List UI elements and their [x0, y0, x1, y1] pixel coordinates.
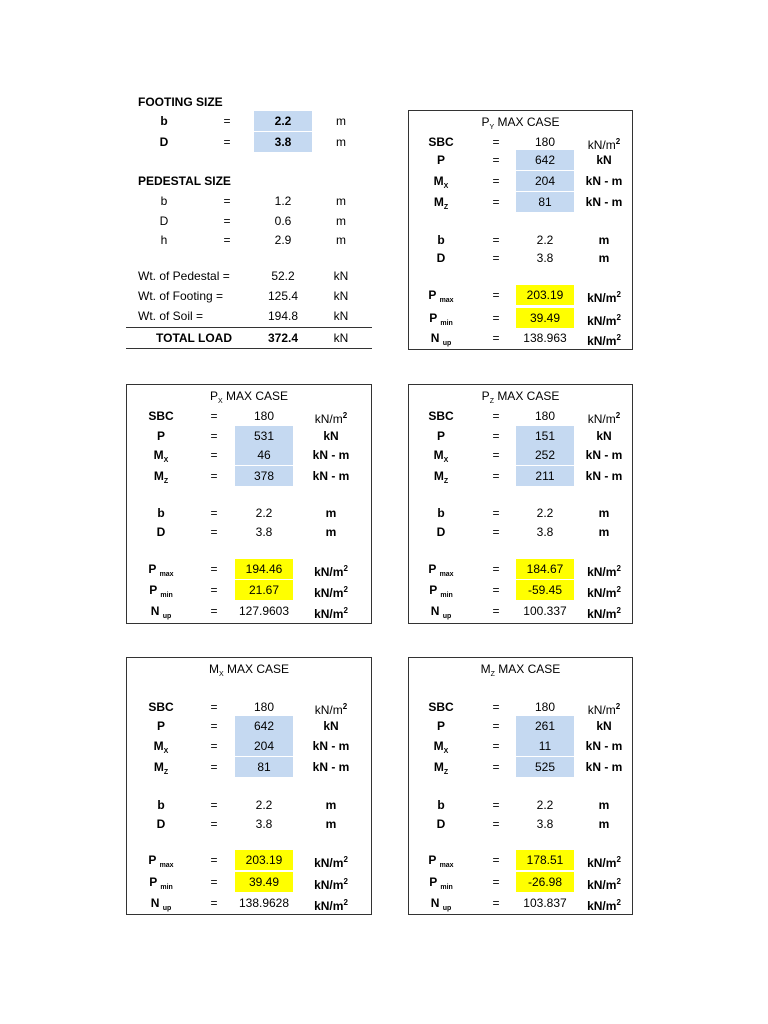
moment-z-label: $M_Z$: [433, 760, 449, 776]
footing-row-b: [126, 111, 372, 131]
weight-pedestal-unit: kN: [333, 269, 349, 283]
depth-label: D: [436, 525, 446, 539]
depth-row: [409, 814, 632, 834]
moment-x-row: [127, 736, 371, 756]
width-row: [127, 795, 371, 815]
load-value: 151: [516, 426, 574, 446]
weight-pedestal-label: Wt. of Pedestal =: [138, 269, 230, 283]
footing-b-unit: m: [336, 114, 346, 128]
sbc-label: SBC: [148, 409, 174, 423]
pmax-row: [409, 559, 632, 579]
equals-sign: =: [492, 604, 500, 618]
pmin-label: P $_{min}$: [149, 875, 173, 891]
width-row: [409, 795, 632, 815]
load-row: [409, 426, 632, 446]
pedestal-h-label: h: [160, 233, 168, 247]
equals-sign: =: [492, 719, 500, 733]
pmin-row: [127, 872, 371, 892]
weight-row-soil: [126, 306, 372, 326]
width-value: 2.2: [536, 233, 554, 247]
pmin-value: -59.45: [516, 580, 574, 600]
depth-row: [409, 248, 632, 268]
weight-soil-label: Wt. of Soil =: [138, 309, 204, 323]
sbc-row: [127, 406, 371, 426]
moment-z-value: 525: [516, 757, 574, 777]
nup-label: N $_{up}$: [430, 604, 452, 620]
equals-sign: =: [210, 562, 218, 576]
load-unit: kN: [323, 429, 339, 443]
equals-sign: =: [210, 604, 218, 618]
pmax-row: [127, 559, 371, 579]
footing-d-value: 3.8: [254, 132, 312, 152]
nup-row: [127, 601, 371, 621]
equals-sign: =: [492, 562, 500, 576]
pmin-label: P $_{min}$: [429, 875, 453, 891]
weight-soil-value: 194.8: [267, 309, 299, 323]
depth-value: 3.8: [255, 817, 273, 831]
width-row: [409, 503, 632, 523]
case-title-subscript: X: [217, 398, 223, 405]
pmax-value: 203.19: [235, 850, 293, 870]
case-box-mz: [408, 657, 633, 915]
moment-z-value: 81: [235, 757, 293, 777]
pedestal-d-eq: =: [223, 214, 231, 228]
equals-sign: =: [492, 153, 500, 167]
equals-sign: =: [492, 331, 500, 345]
width-unit: m: [325, 506, 337, 520]
moment-x-unit: kN - m: [585, 448, 623, 462]
sbc-label: SBC: [428, 409, 454, 423]
nup-row: [409, 601, 632, 621]
footing-row-d: [126, 132, 372, 152]
pmin-unit: $kN/m^2$: [587, 585, 621, 600]
equals-sign: =: [210, 429, 218, 443]
width-label: b: [157, 506, 165, 520]
moment-z-value: 378: [235, 466, 293, 486]
moment-z-row: [409, 466, 632, 486]
case-box-py: [408, 110, 633, 350]
case-title-suffix: MAX CASE: [226, 389, 289, 403]
moment-z-value: 211: [516, 466, 574, 486]
nup-unit: $kN/m^2$: [314, 898, 348, 913]
footing-d-unit: m: [336, 135, 346, 149]
width-unit: m: [598, 233, 610, 247]
weight-row-pedestal: [126, 266, 372, 286]
case-title-subscript: Z: [490, 671, 495, 678]
moment-x-label: $M_X$: [153, 448, 169, 464]
load-label: P: [436, 429, 445, 443]
nup-value: 103.837: [523, 896, 567, 910]
sbc-row: [127, 697, 371, 717]
total-load-row: [126, 328, 372, 348]
case-box-mx: [126, 657, 372, 915]
moment-z-label: $M_Z$: [153, 469, 169, 485]
moment-z-label: $M_Z$: [433, 195, 449, 211]
width-label: b: [157, 798, 165, 812]
load-unit: kN: [596, 153, 612, 167]
moment-x-unit: kN - m: [585, 739, 623, 753]
nup-row: [409, 328, 632, 348]
load-label: P: [156, 429, 165, 443]
depth-value: 3.8: [536, 251, 554, 265]
width-value: 2.2: [536, 798, 554, 812]
moment-x-value: 11: [516, 736, 574, 756]
equals-sign: =: [492, 875, 500, 889]
moment-z-row: [409, 757, 632, 777]
nup-label: N $_{up}$: [430, 331, 452, 347]
total-load-value: 372.4: [267, 331, 299, 345]
total-load-label: TOTAL LOAD: [156, 331, 232, 345]
equals-sign: =: [492, 448, 500, 462]
equals-sign: =: [210, 700, 218, 714]
equals-sign: =: [210, 525, 218, 539]
equals-sign: =: [492, 311, 500, 325]
equals-sign: =: [210, 896, 218, 910]
nup-label: N $_{up}$: [150, 896, 172, 912]
sbc-label: SBC: [428, 700, 454, 714]
width-value: 2.2: [255, 798, 273, 812]
pmin-value: 39.49: [516, 308, 574, 328]
nup-value: 138.963: [523, 331, 567, 345]
pedestal-b-eq: =: [223, 194, 231, 208]
pmin-unit: $kN/m^2$: [314, 585, 348, 600]
pedestal-row-h: [126, 230, 372, 250]
equals-sign: =: [210, 739, 218, 753]
nup-value: 100.337: [523, 604, 567, 618]
footing-b-eq: =: [223, 114, 231, 128]
equals-sign: =: [492, 700, 500, 714]
equals-sign: =: [492, 135, 500, 149]
sbc-label: SBC: [148, 700, 174, 714]
moment-z-unit: kN - m: [585, 469, 623, 483]
pedestal-h-unit: m: [336, 233, 346, 247]
pmin-unit: $kN/m^2$: [314, 877, 348, 892]
pmax-row: [409, 285, 632, 305]
moment-z-row: [127, 466, 371, 486]
sbc-value: 180: [534, 409, 556, 423]
load-value: 261: [516, 716, 574, 736]
weight-soil-unit: kN: [333, 309, 349, 323]
weight-footing-label: Wt. of Footing =: [138, 289, 224, 303]
load-label: P: [436, 153, 445, 167]
moment-x-unit: kN - m: [585, 174, 623, 188]
width-unit: m: [325, 798, 337, 812]
pmax-value: 178.51: [516, 850, 574, 870]
moment-x-value: 204: [516, 171, 574, 191]
case-title-letter: P: [481, 115, 490, 129]
moment-x-row: [127, 445, 371, 465]
nup-label: N $_{up}$: [430, 896, 452, 912]
equals-sign: =: [492, 896, 500, 910]
pedestal-d-unit: m: [336, 214, 346, 228]
moment-x-unit: kN - m: [312, 739, 350, 753]
depth-unit: m: [598, 251, 610, 265]
equals-sign: =: [492, 798, 500, 812]
moment-z-label: $M_Z$: [153, 760, 169, 776]
pmax-unit: $kN/m^2$: [314, 855, 348, 870]
width-row: [127, 503, 371, 523]
pmin-value: 21.67: [235, 580, 293, 600]
total-load-unit: kN: [333, 331, 349, 345]
width-label: b: [437, 506, 445, 520]
nup-unit: $kN/m^2$: [314, 606, 348, 621]
nup-row: [409, 893, 632, 913]
pmax-value: 194.46: [235, 559, 293, 579]
width-label: b: [437, 233, 445, 247]
equals-sign: =: [492, 760, 500, 774]
equals-sign: =: [492, 288, 500, 302]
pmax-row: [127, 850, 371, 870]
nup-unit: $kN/m^2$: [587, 333, 621, 348]
load-row: [127, 716, 371, 736]
equals-sign: =: [492, 409, 500, 423]
depth-label: D: [436, 251, 446, 265]
equals-sign: =: [210, 583, 218, 597]
sbc-row: [409, 697, 632, 717]
width-row: [409, 230, 632, 250]
load-label: P: [436, 719, 445, 733]
depth-value: 3.8: [536, 817, 554, 831]
case-title-letter: M: [480, 662, 491, 676]
depth-unit: m: [598, 525, 610, 539]
case-title-suffix: MAX CASE: [227, 662, 290, 676]
moment-x-label: $M_X$: [153, 739, 169, 755]
equals-sign: =: [492, 429, 500, 443]
pmax-unit: $kN/m^2$: [314, 564, 348, 579]
moment-z-row: [127, 757, 371, 777]
equals-sign: =: [210, 817, 218, 831]
case-title-letter: M: [208, 662, 219, 676]
pmin-label: P $_{min}$: [429, 311, 453, 327]
nup-unit: $kN/m^2$: [587, 898, 621, 913]
depth-row: [409, 522, 632, 542]
equals-sign: =: [492, 195, 500, 209]
load-row: [409, 716, 632, 736]
moment-z-unit: kN - m: [585, 195, 623, 209]
pedestal-h-value: 2.9: [274, 233, 292, 247]
pmin-value: -26.98: [516, 872, 574, 892]
equals-sign: =: [492, 817, 500, 831]
width-unit: m: [598, 506, 610, 520]
nup-value: 138.9628: [238, 896, 290, 910]
case-title-subscript: Z: [489, 398, 494, 405]
depth-value: 3.8: [536, 525, 554, 539]
pmax-label: P $_{max}$: [148, 562, 174, 578]
moment-x-unit: kN - m: [312, 448, 350, 462]
sbc-value: 180: [534, 135, 556, 149]
pmin-value: 39.49: [235, 872, 293, 892]
pmax-unit: $kN/m^2$: [587, 855, 621, 870]
case-title: [127, 661, 371, 683]
pedestal-b-unit: m: [336, 194, 346, 208]
moment-z-unit: kN - m: [312, 760, 350, 774]
equals-sign: =: [492, 251, 500, 265]
moment-x-row: [409, 171, 632, 191]
nup-unit: $kN/m^2$: [587, 606, 621, 621]
nup-label: N $_{up}$: [150, 604, 172, 620]
case-title-letter: P: [209, 389, 218, 403]
pmax-unit: $kN/m^2$: [587, 290, 621, 305]
depth-value: 3.8: [255, 525, 273, 539]
load-row: [127, 426, 371, 446]
equals-sign: =: [492, 739, 500, 753]
equals-sign: =: [492, 506, 500, 520]
weight-footing-unit: kN: [333, 289, 349, 303]
pedestal-row-d: [126, 211, 372, 231]
load-row: [409, 150, 632, 170]
nup-value: 127.9603: [238, 604, 290, 618]
sbc-row: [409, 132, 632, 152]
depth-unit: m: [325, 817, 337, 831]
pmax-label: P $_{max}$: [428, 853, 454, 869]
weight-row-footing: [126, 286, 372, 306]
equals-sign: =: [210, 409, 218, 423]
sbc-unit: $kN/m^2$: [314, 702, 348, 717]
equals-sign: =: [492, 469, 500, 483]
load-unit: kN: [596, 429, 612, 443]
width-unit: m: [598, 798, 610, 812]
moment-x-label: $M_X$: [433, 448, 449, 464]
pmin-unit: $kN/m^2$: [587, 313, 621, 328]
total-divider-bottom: [126, 348, 372, 349]
pedestal-row-b: [126, 191, 372, 211]
pmax-label: P $_{max}$: [428, 288, 454, 304]
sbc-label: SBC: [428, 135, 454, 149]
pmax-label: P $_{max}$: [428, 562, 454, 578]
pedestal-b-label: b: [160, 194, 168, 208]
load-value: 642: [235, 716, 293, 736]
case-box-px: [126, 384, 372, 624]
pedestal-b-value: 1.2: [274, 194, 292, 208]
equals-sign: =: [210, 719, 218, 733]
footing-b-label: b: [160, 114, 168, 128]
sbc-unit: $kN/m^2$: [314, 411, 348, 426]
depth-label: D: [156, 525, 166, 539]
case-title: [409, 661, 632, 683]
depth-unit: m: [598, 817, 610, 831]
pedestal-d-label: D: [159, 214, 169, 228]
case-title-suffix: MAX CASE: [497, 115, 560, 129]
pmin-row: [409, 580, 632, 600]
case-title-letter: P: [481, 389, 490, 403]
load-unit: kN: [323, 719, 339, 733]
sbc-value: 180: [253, 409, 275, 423]
weight-pedestal-value: 52.2: [271, 269, 295, 283]
moment-z-row: [409, 192, 632, 212]
moment-x-label: $M_X$: [433, 174, 449, 190]
footing-d-eq: =: [223, 135, 231, 149]
footing-size-heading: FOOTING SIZE: [138, 95, 223, 109]
sbc-row: [409, 406, 632, 426]
sbc-unit: $kN/m^2$: [587, 137, 621, 152]
equals-sign: =: [210, 853, 218, 867]
pmax-value: 184.67: [516, 559, 574, 579]
moment-z-value: 81: [516, 192, 574, 212]
sbc-value: 180: [534, 700, 556, 714]
width-value: 2.2: [255, 506, 273, 520]
depth-label: D: [156, 817, 166, 831]
depth-row: [127, 814, 371, 834]
moment-z-label: $M_Z$: [433, 469, 449, 485]
width-label: b: [437, 798, 445, 812]
pmax-unit: $kN/m^2$: [587, 564, 621, 579]
load-unit: kN: [596, 719, 612, 733]
equals-sign: =: [210, 506, 218, 520]
case-title-subscript: Y: [489, 124, 495, 131]
footing-b-value: 2.2: [254, 111, 312, 131]
load-value: 642: [516, 150, 574, 170]
moment-x-label: $M_X$: [433, 739, 449, 755]
pmax-value: 203.19: [516, 285, 574, 305]
moment-x-value: 46: [235, 445, 293, 465]
nup-row: [127, 893, 371, 913]
sbc-unit: $kN/m^2$: [587, 411, 621, 426]
equals-sign: =: [492, 174, 500, 188]
equals-sign: =: [210, 448, 218, 462]
pmin-label: P $_{min}$: [429, 583, 453, 599]
equals-sign: =: [210, 798, 218, 812]
moment-z-unit: kN - m: [585, 760, 623, 774]
pedestal-size-heading: PEDESTAL SIZE: [138, 174, 231, 188]
pmin-row: [127, 580, 371, 600]
weight-footing-value: 125.4: [267, 289, 299, 303]
equals-sign: =: [492, 583, 500, 597]
moment-x-value: 252: [516, 445, 574, 465]
pedestal-h-eq: =: [223, 233, 231, 247]
pmax-row: [409, 850, 632, 870]
equals-sign: =: [210, 760, 218, 774]
equals-sign: =: [210, 875, 218, 889]
equals-sign: =: [492, 233, 500, 247]
pmax-label: P $_{max}$: [148, 853, 174, 869]
depth-label: D: [436, 817, 446, 831]
footing-d-label: D: [159, 135, 169, 149]
sbc-value: 180: [253, 700, 275, 714]
pmin-unit: $kN/m^2$: [587, 877, 621, 892]
pmin-label: P $_{min}$: [149, 583, 173, 599]
width-value: 2.2: [536, 506, 554, 520]
moment-x-row: [409, 736, 632, 756]
depth-unit: m: [325, 525, 337, 539]
load-value: 531: [235, 426, 293, 446]
equals-sign: =: [492, 525, 500, 539]
pmin-row: [409, 308, 632, 328]
case-box-pz: [408, 384, 633, 624]
pedestal-d-value: 0.6: [274, 214, 292, 228]
depth-row: [127, 522, 371, 542]
moment-x-row: [409, 445, 632, 465]
case-title-subscript: X: [218, 671, 224, 678]
equals-sign: =: [492, 853, 500, 867]
moment-x-value: 204: [235, 736, 293, 756]
sbc-unit: $kN/m^2$: [587, 702, 621, 717]
equals-sign: =: [210, 469, 218, 483]
pmin-row: [409, 872, 632, 892]
case-title-suffix: MAX CASE: [498, 662, 561, 676]
moment-z-unit: kN - m: [312, 469, 350, 483]
load-label: P: [156, 719, 165, 733]
case-title-suffix: MAX CASE: [497, 389, 560, 403]
